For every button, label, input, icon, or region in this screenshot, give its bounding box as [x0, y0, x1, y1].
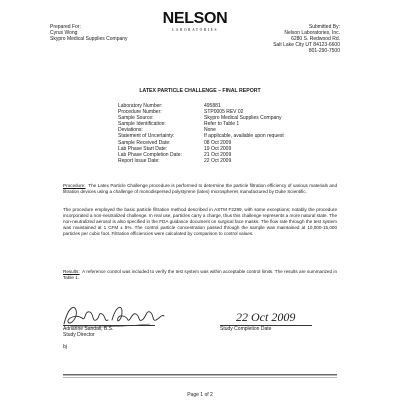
- prepared-for-company: Skypro Medical Supplies Company: [50, 36, 128, 42]
- completion-date-label: Study Completion Date: [220, 326, 272, 332]
- submitted-by-company: Nelson Laboratories, Inc.: [284, 30, 340, 36]
- footer-disclaimer: [63, 375, 337, 380]
- info-row: [118, 158, 318, 164]
- procedure-label: Procedure:: [63, 183, 86, 188]
- info-value: If applicable, available upon request: [204, 133, 284, 140]
- info-value: 08 Oct 2009: [204, 139, 232, 146]
- info-value: None: [204, 127, 216, 134]
- info-value: 22 Oct 2009: [204, 157, 232, 164]
- disclaimer-line: [63, 377, 337, 378]
- info-value: Skypro Medical Supplies Company: [204, 115, 282, 122]
- logo-wordmark: NELSON: [162, 10, 228, 27]
- info-label: Sample Received Date:: [118, 139, 171, 146]
- procedure-paragraph: [63, 183, 337, 195]
- prepared-for-name: Cyrus Wong: [50, 30, 78, 36]
- results-text: A reference control was included to verify the test system was within acceptable control limits. The results are summarized in Table 1.: [63, 269, 337, 281]
- prepared-for-label: Prepared For:: [50, 24, 81, 30]
- info-value: 495881: [204, 103, 221, 109]
- info-label: Deviations:: [118, 127, 143, 134]
- info-label: Laboratory Number:: [118, 103, 163, 109]
- info-label: Sample Identification:: [118, 121, 166, 128]
- info-label: Lab Phase Completion Date:: [118, 151, 182, 158]
- results-label: Results:: [63, 269, 80, 274]
- submitted-by-block: [240, 24, 340, 54]
- info-label: Lab Phase Start Date:: [118, 145, 168, 152]
- signer-name: Adrianne Sandall, B.S.: [63, 326, 114, 332]
- typist-initials: bj: [63, 344, 67, 350]
- report-title: LATEX PARTICLE CHALLENGE – FINAL REPORT: [139, 88, 261, 94]
- submitted-by-phone: 801-290-7500: [308, 48, 340, 54]
- report-info-table: [118, 103, 318, 164]
- info-label: Procedure Number:: [118, 109, 162, 116]
- info-value: Refer to Table 1: [204, 121, 240, 128]
- submitted-by-label: Submitted By:: [308, 24, 340, 30]
- signer-block: [63, 326, 113, 338]
- procedure-text: The Latex Particle Challenge procedure is performed to determine the particle filtration efficiency of various materials and filtration devices using a challenge of monodispersed polystyrene (latex) microspheres manufactured by Duke Scientific.: [63, 183, 337, 195]
- info-value: STP0005 REV 02: [204, 109, 244, 116]
- disclaimer-line: [63, 375, 337, 376]
- signer-title: Study Director: [63, 332, 95, 338]
- logo-subtitle: LABORATORIES: [171, 28, 219, 32]
- handwritten-date-text: 22 Oct 2009: [236, 310, 296, 324]
- submitted-by-city: Salt Lake City UT 84123-6600: [273, 42, 340, 48]
- results-paragraph: [63, 269, 337, 281]
- info-value: 21 Oct 2009: [204, 151, 232, 158]
- info-value: 19 Oct 2009: [204, 145, 232, 152]
- info-label: Statement of Uncertainty:: [118, 133, 175, 140]
- method-paragraph: The procedure employed the basic particle filtration method described in ASTM F2299, with some exceptions; notably the procedure incorporated a non-neutralized challenge. In real use, particles carry a charge, thus this challenge represents a more natural state. The non-neutralized aerosol is also specified in the FDA guidance document on surgical face masks. The flow rate through the test system was maintained at 1 CFM ± 5%. The control particle concentration passed through the sample was maintained at 10,000-15,000 particles per cubic foot. Filtration efficiencies were calculated by comparison to control values.: [63, 207, 337, 237]
- submitted-by-street: 6280 S. Redwood Rd.: [291, 36, 340, 42]
- page-number: Page 1 of 2: [187, 392, 213, 398]
- info-label: Sample Source:: [118, 115, 154, 122]
- nelson-logo: [150, 11, 240, 32]
- info-label: Report Issue Date:: [118, 157, 160, 164]
